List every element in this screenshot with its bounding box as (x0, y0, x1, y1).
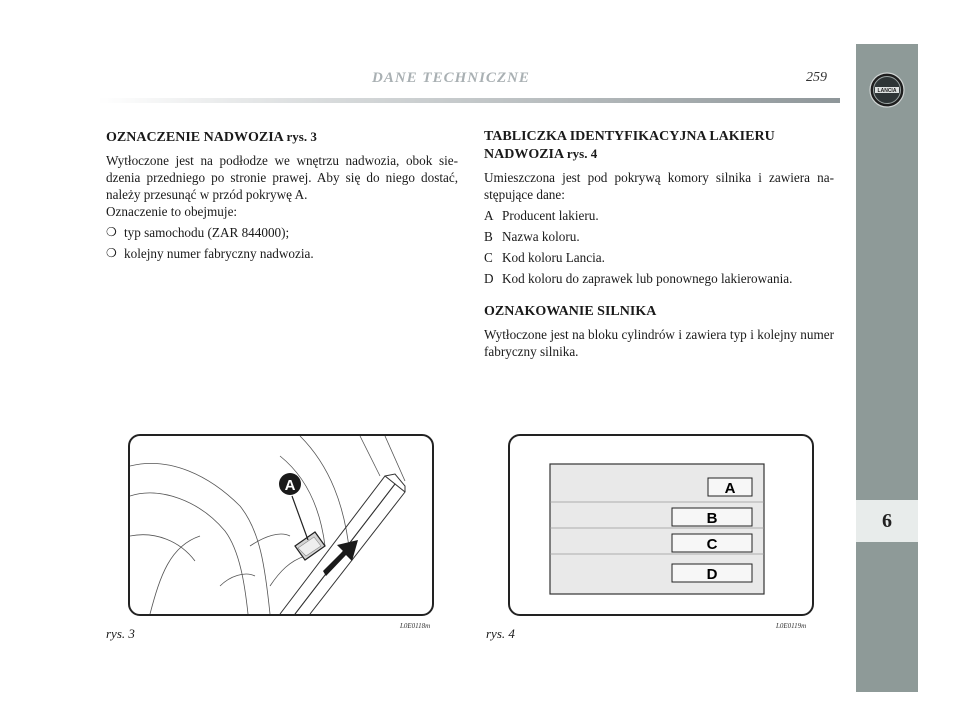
list-item: ❍ typ samochodu (ZAR 844000); (106, 225, 290, 240)
plate-label-a: A (724, 480, 736, 497)
chapter-number: 6 (856, 500, 918, 542)
bullet-circle-icon: ❍ (106, 246, 117, 260)
callout-label-a: A (284, 477, 296, 494)
figure-paint-plate (508, 434, 814, 616)
plate-label-c: C (706, 536, 718, 553)
figure-reference: rys. 4 (566, 146, 598, 161)
figure-reference: rys. 3 (286, 129, 317, 144)
header-rule (98, 98, 840, 103)
right-column (484, 128, 834, 360)
figure-caption-3: rys. 3 (106, 626, 135, 641)
running-header-title: DANE TECHNICZNE (372, 70, 530, 86)
list-item: C Kod koloru Lancia. (484, 250, 605, 265)
lancia-logo-icon (869, 72, 905, 108)
svg-text:LANCIA: LANCIA (877, 88, 897, 94)
bullet-circle-icon: ❍ (106, 225, 117, 239)
paint-plate-illustration (510, 436, 812, 614)
list-item: D Kod koloru do zaprawek lub ponownego lakierowania. (484, 271, 793, 286)
section-heading-engine-marking: OZNAKOWANIE SILNIKA (484, 304, 657, 319)
engine-marking-paragraph: Wytłoczone jest na bloku cylindrów i zawiera typ i kolejny numer fabryczny silnika. (484, 327, 834, 359)
body-marking-paragraph: Wytłoczone jest na podłodze we wnętrzu nadwozia, obok siedzenia przedniego po stronie prawej. Aby się do niego dostać, należy przesunąć w przód pokrywę A. (106, 153, 458, 202)
left-column (106, 128, 458, 262)
figure-body-marking (128, 434, 434, 616)
figure-code-3: L0E0118m (400, 622, 431, 630)
list-item: B Nazwa koloru. (484, 229, 580, 244)
page-number: 259 (806, 70, 827, 85)
section-heading-body-marking: OZNACZENIE NADWOZIA rys. 3 (106, 129, 317, 145)
figure-code-4: L0E0119m (776, 622, 807, 630)
paint-plate-paragraph: Umieszczona jest pod pokrywą komory silnika i zawiera następujące dane: (484, 170, 834, 202)
list-item: ❍ kolejny numer fabryczny nadwozia. (106, 246, 314, 261)
list-item: A Producent lakieru. (484, 208, 599, 223)
plate-label-d: D (706, 566, 718, 583)
chapter-sidebar (856, 44, 918, 692)
seat-floor-illustration (130, 436, 432, 614)
plate-label-b: B (706, 510, 718, 527)
arrow-icon (323, 540, 358, 576)
figure-caption-4: rys. 4 (486, 626, 515, 641)
section-heading-paint-plate: TABLICZKA IDENTYFIKACYJNA LAKIERU NADWOZIA rys. 4 (484, 129, 775, 162)
body-marking-intro: Oznaczenie to obejmuje: (106, 204, 238, 219)
